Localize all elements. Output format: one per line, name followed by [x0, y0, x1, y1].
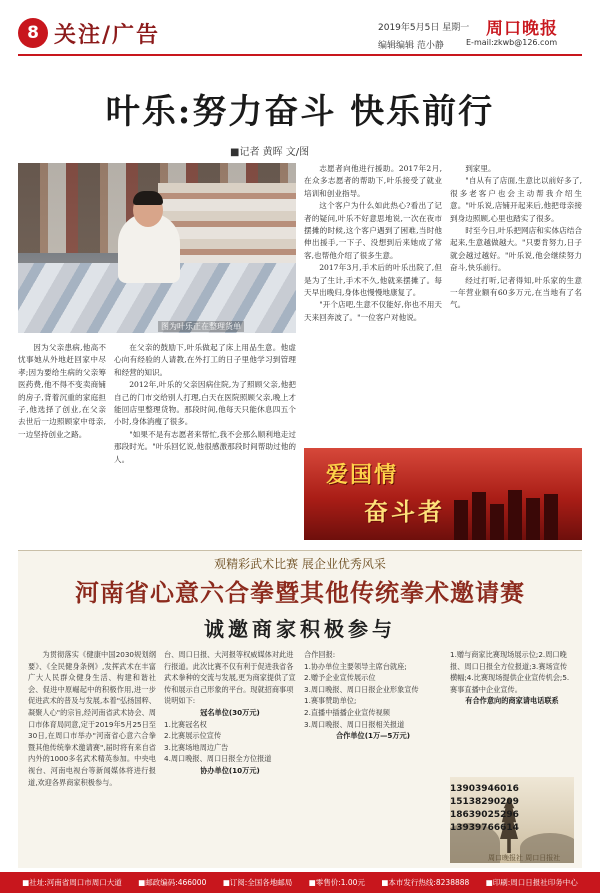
editor-credit: 编辑编辑 范小静: [378, 41, 444, 51]
article-headline: 叶乐:努力奋斗 快乐前行: [105, 92, 495, 132]
ad-column-4: [450, 649, 574, 773]
footer-item: ■印刷:周口日报社印务中心: [485, 878, 578, 887]
tier-benefit: 3.比赛场地周边广告: [164, 742, 229, 752]
article-column-4: [450, 163, 582, 445]
article-paragraph: 这个客户为什么如此热心?看出了记者的疑问,叶乐不好意思地说,一次在夜市摆摊的时候,这个客户遇到了困难,当时他伸出援手,一下子、没想到后来她成了常客,也帮他介绍了很多生意。: [304, 201, 442, 260]
return-heading: 合作回报:: [304, 650, 336, 659]
article-paragraph: 志愿者向他进行援助。2017年2月,在众多志愿者的帮助下,叶乐接受了就业培训和创业指导。: [304, 164, 442, 198]
photo-person-hair: [133, 191, 163, 205]
article-column-2: [114, 342, 296, 540]
silhouette-figure: [544, 494, 558, 540]
footer-item: ■社址:河南省周口市周口大道: [22, 878, 122, 887]
page-footer: [0, 872, 600, 893]
newspaper-logo: 周口晚报: [486, 19, 558, 39]
footer-item: ■本市发行热线:8238888: [381, 878, 470, 887]
phone-number: 13939766614: [450, 823, 519, 833]
tier-benefit: 3.周口晚报、周口日报企业形象宣传: [304, 684, 419, 694]
article-paragraph: "如果不是有志愿者来帮忙,我不会那么顺利地走过那段时光。"叶乐回忆说,他很感激那段时间帮助过他的人。: [114, 429, 296, 464]
article-paragraph: "开个店吧,生意不仅能好,你也不用天天来回奔波了。"一位客户对他说。: [304, 300, 442, 322]
phone-number: 15138290209: [450, 797, 519, 807]
tier-benefit: 1.比赛冠名权: [164, 719, 207, 729]
footer-item: ■订阅:全国各地邮局: [222, 878, 293, 887]
phone-number: 18639025296: [450, 810, 519, 820]
ad-column-1: 为贯彻落实《健康中国2030规划纲要》、《全民健身条例》,发挥武术在丰富广大人民群众健身生活、构建和谐社会、促进中原崛起中的积极作用,进一步促进武术的普及与发展,本着"弘扬国粹、凝聚人心"的宗旨,经河南省武术协会、周口市体育局同意,定于2019年5月25日至30日,在周口市举办"河南省心意六合拳暨其他传统拳术邀请赛",届时将有来自省内外的1000多名武术精英参加。中央电视台、河南电视台等新闻媒体将进行报道,欢迎各界商家积极参与。: [28, 650, 156, 787]
tier-benefit: 2.比赛展示位宣传: [164, 731, 222, 741]
silhouette-figure: [526, 498, 540, 540]
banner-line-2: 奋斗者: [364, 497, 445, 526]
article-photo: [18, 163, 296, 333]
ad-subtitle: 诚邀商家积极参与: [204, 617, 396, 641]
ad-intro: 台、周口日报、大河报等权威媒体对此进行报道。此次比赛不仅有利于促进我省各武术拳种的交流与发展,更为商家提供了宣传和展示自己形象的平台。现就招商事项说明如下:: [164, 650, 296, 706]
tier-benefit: 1.赛事赞助单位;: [304, 696, 357, 706]
ad-column-2: [164, 649, 296, 863]
article-column-1: [18, 342, 106, 540]
contact-email: E-mail:zkwb@126.com: [466, 38, 558, 47]
page-header: [0, 0, 600, 70]
footer-item: ■邮政编码:466000: [138, 878, 207, 887]
contact-phone-list: [450, 783, 574, 835]
tier-benefit: 4.周口晚报、周口日报全方位报道: [164, 754, 272, 764]
ad-title: 河南省心意六合拳暨其他传统拳术邀请赛: [75, 578, 525, 607]
article-column-3: [304, 163, 442, 445]
contact-heading: 有合作意向的商家请电话联系: [465, 696, 559, 706]
phone-number: 13903946016: [450, 784, 519, 794]
sponsor-tier-heading: 冠名单位(30万元): [200, 707, 260, 717]
silhouette-figure: [454, 500, 468, 540]
sponsor-tier-heading: 合作单位(1万—5万元): [335, 731, 411, 741]
article-paragraph: 2012年,叶乐的父亲因病住院,为了照顾父亲,他把自己的门市交给别人打理,白天在医院照顾父亲,晚上才能回店里整理货物。那段时间,他每天只能休息四五个小时,身体消瘦了很多。: [114, 380, 296, 427]
tier-benefit: 2.赠予企业宣传展示位: [304, 673, 376, 683]
patriotic-banner-image: [304, 448, 582, 540]
banner-line-1: 爱国情: [326, 462, 399, 488]
article-paragraph: 到家里。: [465, 164, 496, 173]
tier-benefit: 1.协办单位主要领导主席台就座;: [304, 661, 407, 671]
ad-organizer-note: 周口晚报社 周口日报社: [488, 854, 561, 862]
ad-column-3: [304, 649, 442, 863]
tier-benefit: 2.直播中插播企业宣传视频: [304, 707, 390, 717]
ad-tagline: 观精彩武术比赛 展企业优秀风采: [214, 557, 386, 571]
article-paragraph: 时至今日,叶乐把网店和实体店结合起来,生意越做越大。"只要肯努力,日子就会越过越好。"叶乐说,他会继续努力奋斗,快乐前行。: [450, 226, 582, 273]
footer-item: ■零售价:1.00元: [308, 878, 365, 887]
article-paragraph: 经过打听,记者得知,叶乐家的生意一年营业额有60多万元,在当地有了名气。: [450, 275, 582, 310]
section-title: 关注/广告: [54, 22, 161, 48]
sponsor-tier-heading: 协办单位(10万元): [200, 765, 260, 775]
silhouette-figure: [508, 490, 522, 540]
article-paragraph: 因为父亲患病,他高不忧事她从外地赶回家中尽孝;因为要给生病的父亲筹医药费,他不得不变卖商铺的房子,背着沉重的家庭担子,他选择了创业,在父亲去世后一边照顾家中母亲,一边坚持创业之路。: [18, 343, 106, 439]
article-paragraph: "自从有了店面,生意比以前好多了,很多老客户也会主动帮我介绍生意。"叶乐说,店铺开起来后,他把母亲接到身边照顾,心里也踏实了很多。: [450, 176, 582, 223]
article-paragraph: 2017年3月,手术后的叶乐出院了,但是为了生计,手术不久,他就来摆摊了。每天早出晚归,身体也慢慢地康复了。: [304, 263, 442, 298]
header-divider: [18, 54, 582, 56]
article-byline: ■记者 黄晖 文/图: [230, 147, 310, 158]
photo-caption: 图为叶乐正在整理货单: [158, 321, 244, 332]
silhouette-figure: [472, 492, 486, 540]
tier-benefit: 3.周口晚报、周口日报相关报道: [304, 719, 405, 729]
silhouette-figure: [490, 504, 504, 540]
article-paragraph: 在父亲的鼓励下,叶乐做起了床上用品生意。他虚心向有经验的人请教,在外打工的日子里他学习到管理和经营的知识。: [114, 343, 296, 377]
advertisement: [18, 550, 582, 868]
tier-benefits-text: 1.赠与商家比赛现场展示位;2.周口晚报、周口日报全方位报道;3.赛场宣传横幅;4.比赛现场提供企业宣传机会;5.赛事直播中企业宣传。: [450, 650, 570, 694]
issue-date: 2019年5月5日 星期一: [378, 23, 470, 33]
page-number-badge: 8: [18, 18, 48, 48]
